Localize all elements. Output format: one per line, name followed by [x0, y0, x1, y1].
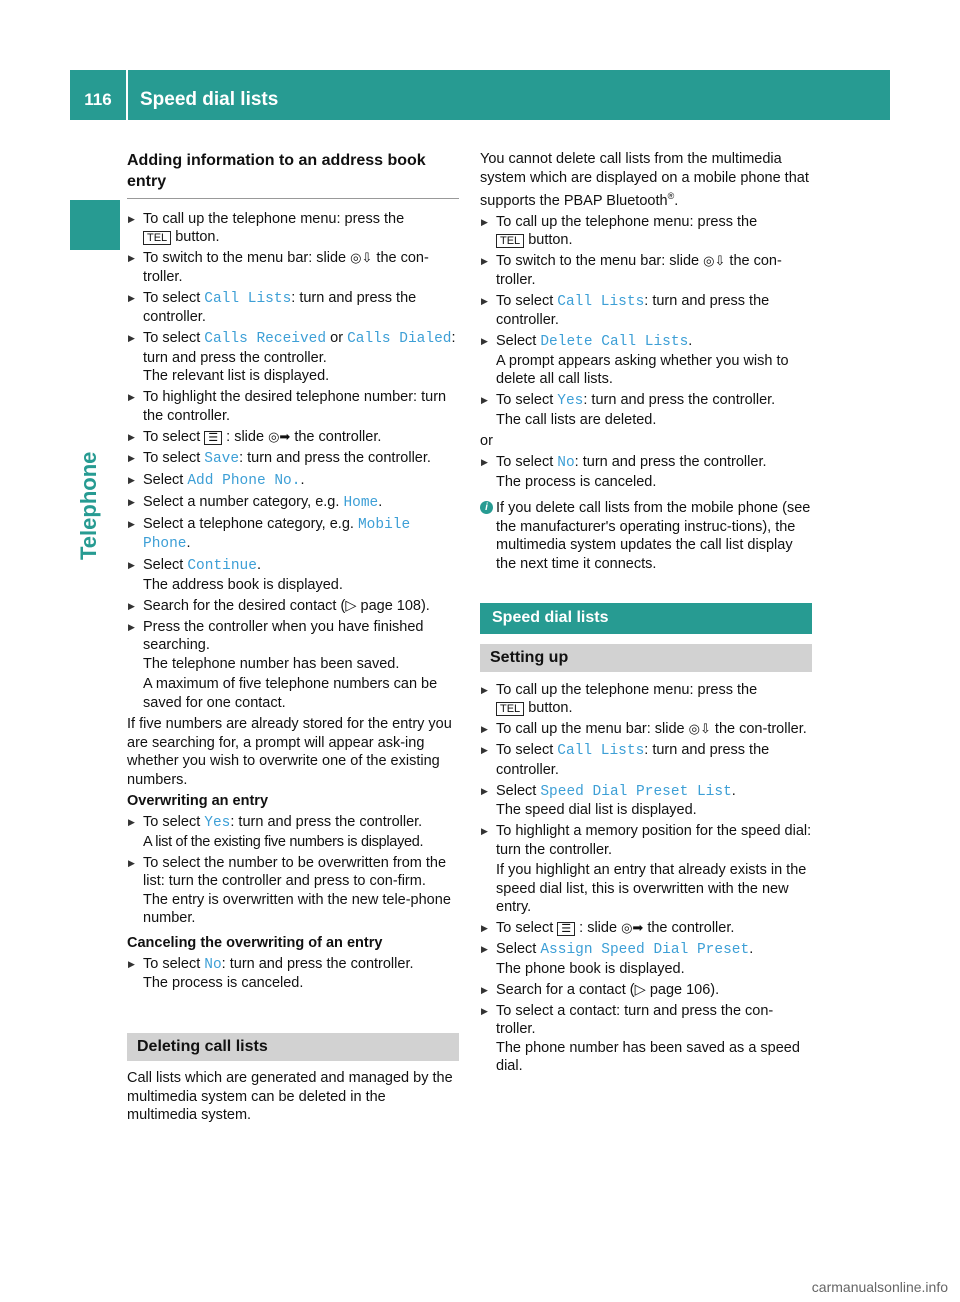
controller-slide-right-icon: ◎➡ — [621, 920, 644, 936]
left-column — [127, 150, 459, 1125]
right-column — [480, 150, 812, 1076]
step-delete-switch-menu: ▶ To switch to the menu bar: slide ◎⇩ the con-troller. — [480, 252, 812, 289]
step-setup-symbol: ▶ To select ☰ : slide ◎➡ the controller. — [480, 919, 812, 938]
menu-symbol-icon: ☰ — [204, 431, 222, 445]
step-select-contact: ▶ To select a contact: turn and press the con-troller. The phone number has been saved as a speed dial. — [480, 1002, 812, 1076]
tel-key-icon: TEL — [143, 231, 171, 245]
info-note: i If you delete call lists from the mobile phone (see the manufacturer's operating instruc-tions), the multimedia system updates the call list display the next time it connects. — [480, 499, 812, 573]
page-ref-icon: ▷ — [345, 597, 357, 614]
step-setup-speed-dial-list: ▶ Select Speed Dial Preset List. The speed dial list is displayed. — [480, 782, 812, 820]
step-select-save: ▶ To select Save: turn and press the controller. — [127, 449, 459, 469]
paragraph-pbap-intro: You cannot delete call lists from the multimedia system which are displayed on a mobile phone that supports the PBAP Bluetooth®. — [480, 151, 809, 209]
heading-setting-up: Setting up — [480, 644, 812, 673]
step-continue: ▶ Select Continue. The address book is displayed. — [127, 556, 459, 594]
step-call-up-menu: ▶ To call up the telephone menu: press the TEL button. — [127, 210, 459, 247]
section-speed-dial-lists: Speed dial lists — [480, 603, 812, 634]
header-divider — [126, 70, 128, 120]
note-maximum-numbers: A maximum of five telephone numbers can be saved for one contact. — [143, 676, 438, 711]
step-delete-no: ▶ To select No: turn and press the controller. The process is canceled. — [480, 453, 812, 491]
step-number-category: ▶ Select a number category, e.g. Home. — [127, 493, 459, 513]
menu-symbol-icon: ☰ — [557, 922, 575, 936]
tel-key-icon: TEL — [496, 702, 524, 716]
step-select-call-lists: ▶ To select Call Lists: turn and press the controller. — [127, 289, 459, 327]
step-delete-call-lists: ▶ To select Call Lists: turn and press the controller. — [480, 292, 812, 330]
info-icon: i — [480, 501, 493, 514]
note-overwrite-speed-dial: If you highlight an entry that already exists in the speed dial list, this is overwritten with the new entry. — [496, 862, 807, 916]
step-cancel-no: ▶ To select No: turn and press the controller. The process is canceled. — [127, 955, 459, 993]
controller-slide-down-icon: ◎⇩ — [688, 721, 711, 737]
page-title: Speed dial lists — [140, 89, 279, 110]
step-select-delete: ▶ Select Delete Call Lists. A prompt appears asking whether you wish to delete all call lists. — [480, 332, 812, 389]
step-setup-highlight: ▶ To highlight a memory position for the speed dial: turn the controller. — [480, 822, 812, 859]
heading-canceling: Canceling the overwriting of an entry — [127, 934, 383, 951]
step-search-contact: ▶ Search for a contact (▷ page 106). — [480, 981, 812, 1000]
page-number: 116 — [84, 90, 112, 109]
paragraph-five-numbers: If five numbers are already stored for the entry you are searching for, a prompt will appear ask-ing whether you wish to overwrite one of the existing numbers. — [127, 716, 452, 788]
watermark: carmanualsonline.info — [811, 1278, 948, 1295]
chapter-tab — [70, 200, 120, 250]
heading-deleting-call-lists: Deleting call lists — [127, 1033, 459, 1062]
tel-key-icon: TEL — [496, 234, 524, 248]
step-select-symbol: ▶ To select ☰ : slide ◎➡ the controller. — [127, 428, 459, 447]
step-add-phone-no: ▶ Select Add Phone No.. — [127, 471, 459, 491]
controller-slide-down-icon: ◎⇩ — [703, 253, 726, 269]
step-switch-menu-bar: ▶ To switch to the menu bar: slide ◎⇩ the con-troller. — [127, 249, 459, 286]
step-setup-menu-bar: ▶ To call up the menu bar: slide ◎⇩ the con-troller. — [480, 720, 812, 739]
controller-slide-down-icon: ◎⇩ — [350, 250, 373, 265]
step-setup-call-up-menu: ▶ To call up the telephone menu: press the TEL button. — [480, 681, 812, 718]
step-delete-yes: ▶ To select Yes: turn and press the controller. The call lists are deleted. — [480, 391, 812, 429]
or-label: or — [480, 433, 493, 450]
step-press-controller: ▶ Press the controller when you have finished searching. The telephone number has been saved. — [127, 618, 459, 674]
step-overwrite-yes: ▶ To select Yes: turn and press the controller. A list of the existing five numbers is displayed. — [127, 813, 459, 851]
step-search-contact: ▶ Search for the desired contact (▷ page 108). — [127, 597, 459, 616]
paragraph-deleting: Call lists which are generated and managed by the multimedia system can be deleted in the multimedia system. — [127, 1070, 453, 1123]
chapter-label: Telephone — [76, 451, 101, 560]
step-delete-call-up-menu: ▶ To call up the telephone menu: press the TEL button. — [480, 213, 812, 250]
step-setup-call-lists: ▶ To select Call Lists: turn and press the controller. — [480, 741, 812, 779]
step-telephone-category: ▶ Select a telephone category, e.g. Mobile Phone. — [127, 515, 459, 554]
step-select-calls-received: ▶ To select Calls Received or Calls Dialed: turn and press the controller. The relevant list is displayed. — [127, 329, 459, 386]
page-ref-icon: ▷ — [634, 981, 646, 998]
step-highlight-number: ▶ To highlight the desired telephone number: turn the controller. — [127, 388, 459, 425]
section-heading-adding: Adding information to an address book entry — [127, 150, 459, 199]
step-overwrite-select: ▶ To select the number to be overwritten from the list: turn the controller and press to con-firm. The entry is overwritten with the new tele-phone number. — [127, 854, 459, 928]
step-assign-speed-dial: ▶ Select Assign Speed Dial Preset. The phone book is displayed. — [480, 940, 812, 978]
controller-slide-right-icon: ◎➡ — [268, 428, 291, 444]
heading-overwriting: Overwriting an entry — [127, 793, 269, 809]
